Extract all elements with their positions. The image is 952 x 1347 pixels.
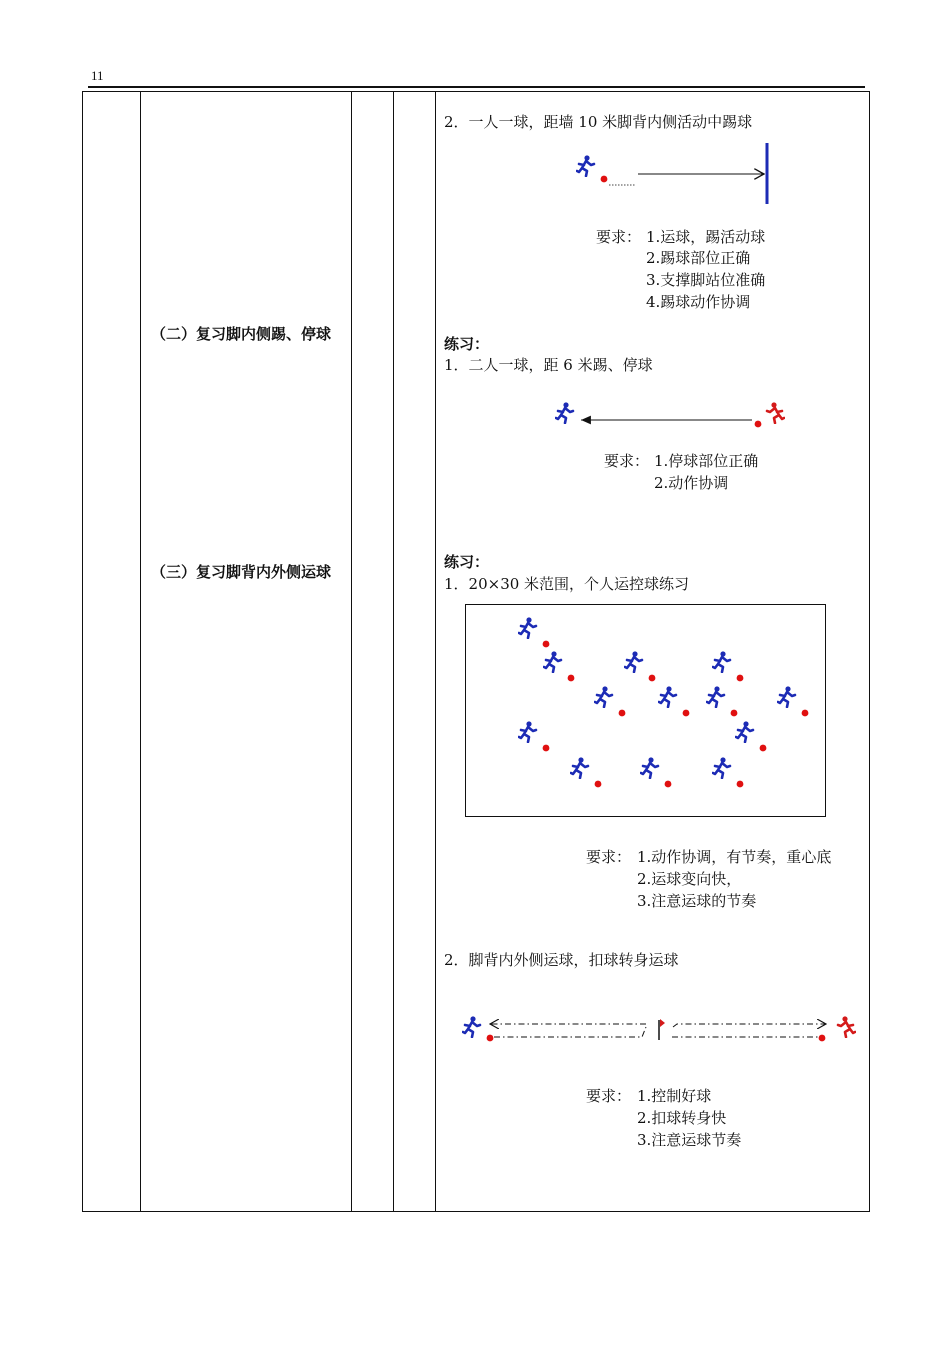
running-player-icon xyxy=(519,721,536,742)
running-player-icon xyxy=(713,757,730,778)
practice-label: 练习： xyxy=(444,553,490,571)
turn-dribble-diagram xyxy=(463,1016,855,1041)
running-player-icon xyxy=(659,686,676,707)
ball-icon xyxy=(802,710,809,717)
drill-title: 1．二人一球，距 6 米踢、停球 xyxy=(444,356,653,374)
requirement-label: 要求： xyxy=(586,1087,632,1105)
running-player-icon xyxy=(767,402,784,423)
running-player-icon xyxy=(641,757,658,778)
requirement-item: 3.注意运球的节奏 xyxy=(637,892,757,910)
ball-icon xyxy=(683,710,690,717)
requirement-item: 2.踢球部位正确 xyxy=(646,249,751,267)
ball-icon xyxy=(543,745,550,752)
ball-icon xyxy=(568,675,575,682)
kick-at-wall-diagram xyxy=(577,143,767,204)
ball-icon xyxy=(737,781,744,788)
requirement-label: 要求： xyxy=(604,452,650,470)
running-player-icon xyxy=(736,721,753,742)
drill-title: 1．20×30 米范围，个人运控球练习 xyxy=(444,575,690,593)
ball-icon xyxy=(760,745,767,752)
ball-icon xyxy=(737,675,744,682)
requirement-item: 1.动作协调，有节奏，重心底 xyxy=(637,848,832,866)
requirement-item: 2.运球变向快， xyxy=(637,870,742,888)
running-player-icon xyxy=(595,686,612,707)
requirement-item: 1.停球部位正确 xyxy=(654,452,759,470)
ball-icon xyxy=(755,421,762,428)
page-number: 11 xyxy=(91,68,104,83)
ball-icon xyxy=(819,1035,826,1042)
running-player-icon xyxy=(519,617,536,638)
running-player-icon xyxy=(556,402,573,423)
ball-icon xyxy=(649,675,656,682)
requirement-item: 3.支撑脚站位准确 xyxy=(646,271,766,289)
ball-icon xyxy=(601,176,608,183)
pass-stop-diagram xyxy=(556,402,784,427)
ball-icon xyxy=(595,781,602,788)
running-player-icon xyxy=(838,1016,855,1037)
requirement-item: 2.动作协调 xyxy=(654,474,729,492)
requirement-label: 要求： xyxy=(596,228,642,246)
ball-icon xyxy=(665,781,672,788)
ball-icon xyxy=(543,641,550,648)
drill-title: 2．脚背内外侧运球，扣球转身运球 xyxy=(444,951,679,969)
running-player-icon xyxy=(577,155,594,176)
running-player-icon xyxy=(713,651,730,672)
dribble-field-diagram xyxy=(519,617,808,787)
running-player-icon xyxy=(544,651,561,672)
running-player-icon xyxy=(625,651,642,672)
section-title-dribble: （三）复习脚背内外侧运球 xyxy=(151,563,332,581)
requirement-item: 3.注意运球节奏 xyxy=(637,1131,742,1149)
running-player-icon xyxy=(571,757,588,778)
requirement-item: 2.扣球转身快 xyxy=(637,1109,727,1127)
ball-icon xyxy=(731,710,738,717)
drill-title: 2．一人一球，距墙 10 米脚背内侧活动中踢球 xyxy=(444,113,753,131)
section-title-kick-stop: （二）复习脚内侧踢、停球 xyxy=(151,325,332,343)
requirement-item: 1.运球，踢活动球 xyxy=(646,228,766,246)
running-player-icon xyxy=(707,686,724,707)
requirement-item: 4.踢球动作协调 xyxy=(646,293,751,311)
practice-label: 练习： xyxy=(444,335,490,353)
ball-icon xyxy=(487,1035,494,1042)
requirement-label: 要求： xyxy=(586,848,632,866)
running-player-icon xyxy=(778,686,795,707)
ball-icon xyxy=(619,710,626,717)
requirement-item: 1.控制好球 xyxy=(637,1087,712,1105)
running-player-icon xyxy=(463,1016,480,1037)
